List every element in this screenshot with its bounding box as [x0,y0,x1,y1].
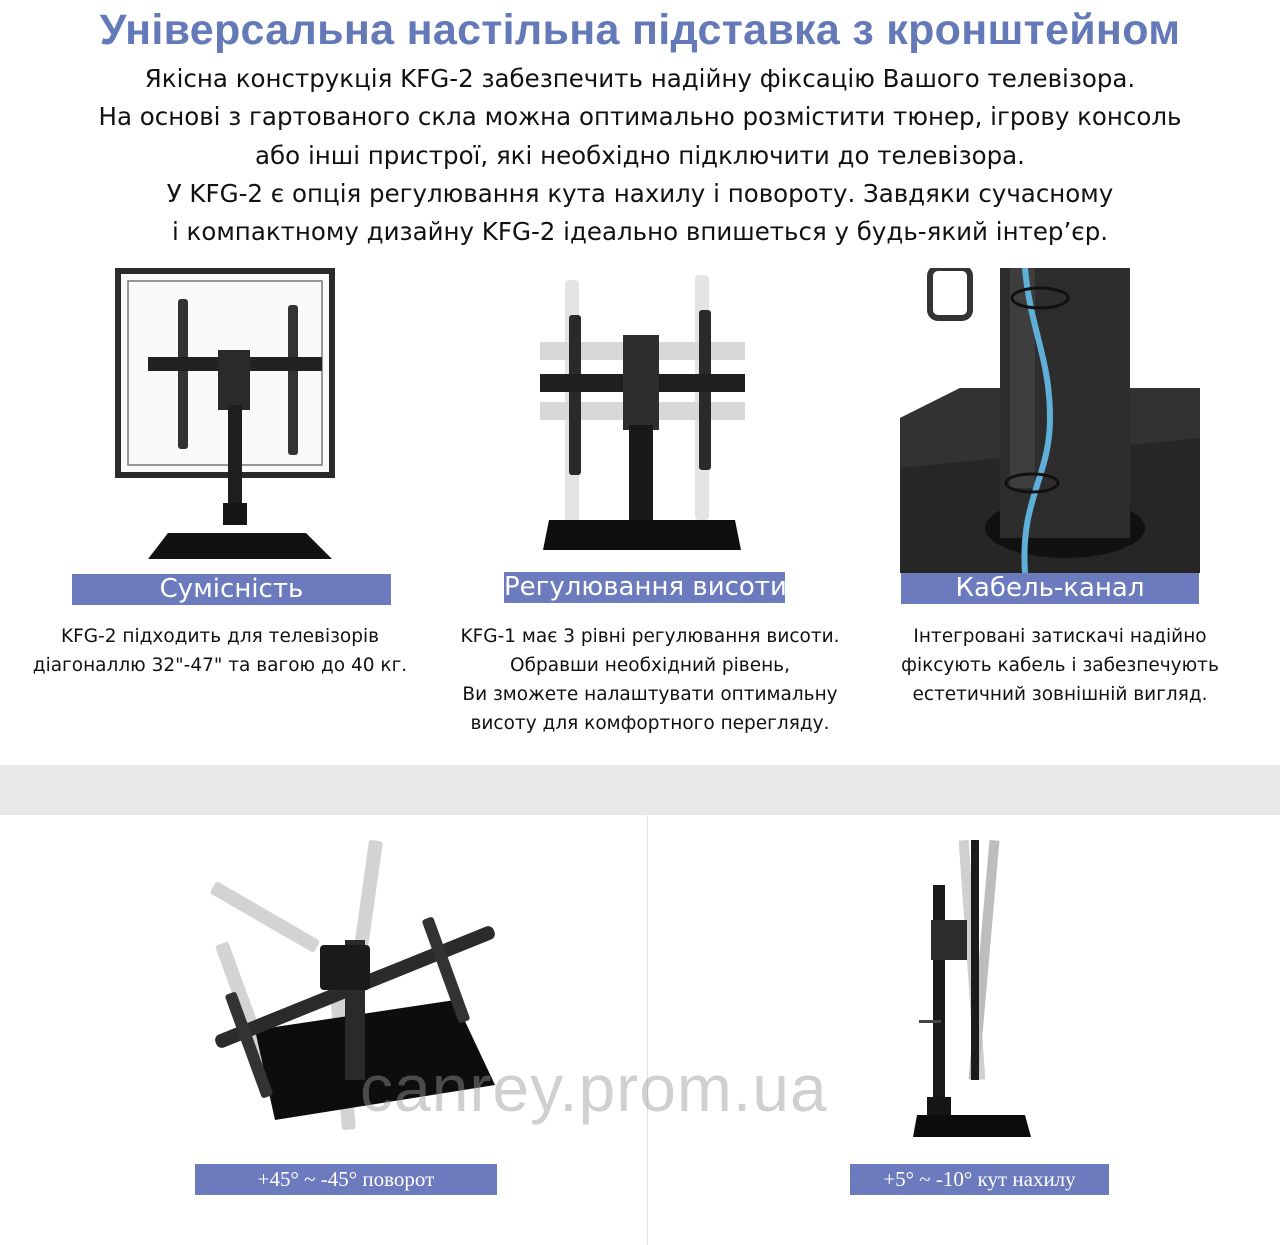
intro-line-1: Якісна конструкція KFG-2 забезпечить надійну фіксацію Вашого телевізора. [144,64,1136,93]
feature-description-cable-channel [840,622,1280,709]
intro-line-5: і компактному дизайну KFG-2 ідеально впишеться у будь-який інтер’єр. [171,217,1109,246]
feature-label-height-adjustment: Регулювання висоти [504,572,787,602]
description-line: Інтегровані затискачі надійно [913,626,1207,647]
description-line: естетичний зовнішній вигляд. [912,684,1208,705]
description-line: Ви зможете налаштувати оптимальну [462,684,838,705]
description-line: фіксують кабель і забезпечують [901,655,1219,676]
tv-stand-compatibility-image [110,265,350,565]
description-line: Обравши необхідний рівень, [510,655,790,676]
feature-label-compatibility: Сумісність [72,574,391,605]
tilt-angle-image [905,835,1045,1145]
feature-label-cable-channel: Кабель-канал [901,573,1199,604]
intro-line-3: або інші пристрої, які необхідно підключити до телевізора. [255,141,1025,170]
description-line: KFG-2 підходить для телевізорів [60,626,380,647]
section-divider [0,765,1280,815]
height-adjustment-image [535,270,750,560]
intro-line-2: На основі з гартованого скла можна оптимально розмістити тюнер, ігрову консоль [98,102,1182,131]
feature-description-compatibility [0,622,440,680]
adjustment-label-swivel: +45° ~ -45° поворот [195,1164,497,1195]
feature-description-height-adjustment [430,622,870,738]
cable-channel-image [900,268,1200,573]
description-line: KFG-1 має 3 рівні регулювання висоти. [460,626,840,647]
page-title: Універсальна настільна підставка з кронштейном [99,6,1181,54]
vertical-divider [647,815,648,1245]
description-line: висоту для комфортного перегляду. [470,713,830,734]
adjustment-label-tilt: +5° ~ -10° кут нахилу [850,1164,1109,1195]
watermark: canrey.prom.ua [360,1051,828,1125]
description-line: діагоналлю 32"-47" та вагою до 40 кг. [32,655,408,676]
intro-line-4: У KFG-2 є опція регулювання кута нахилу і повороту. Завдяки сучасному [166,179,1114,208]
